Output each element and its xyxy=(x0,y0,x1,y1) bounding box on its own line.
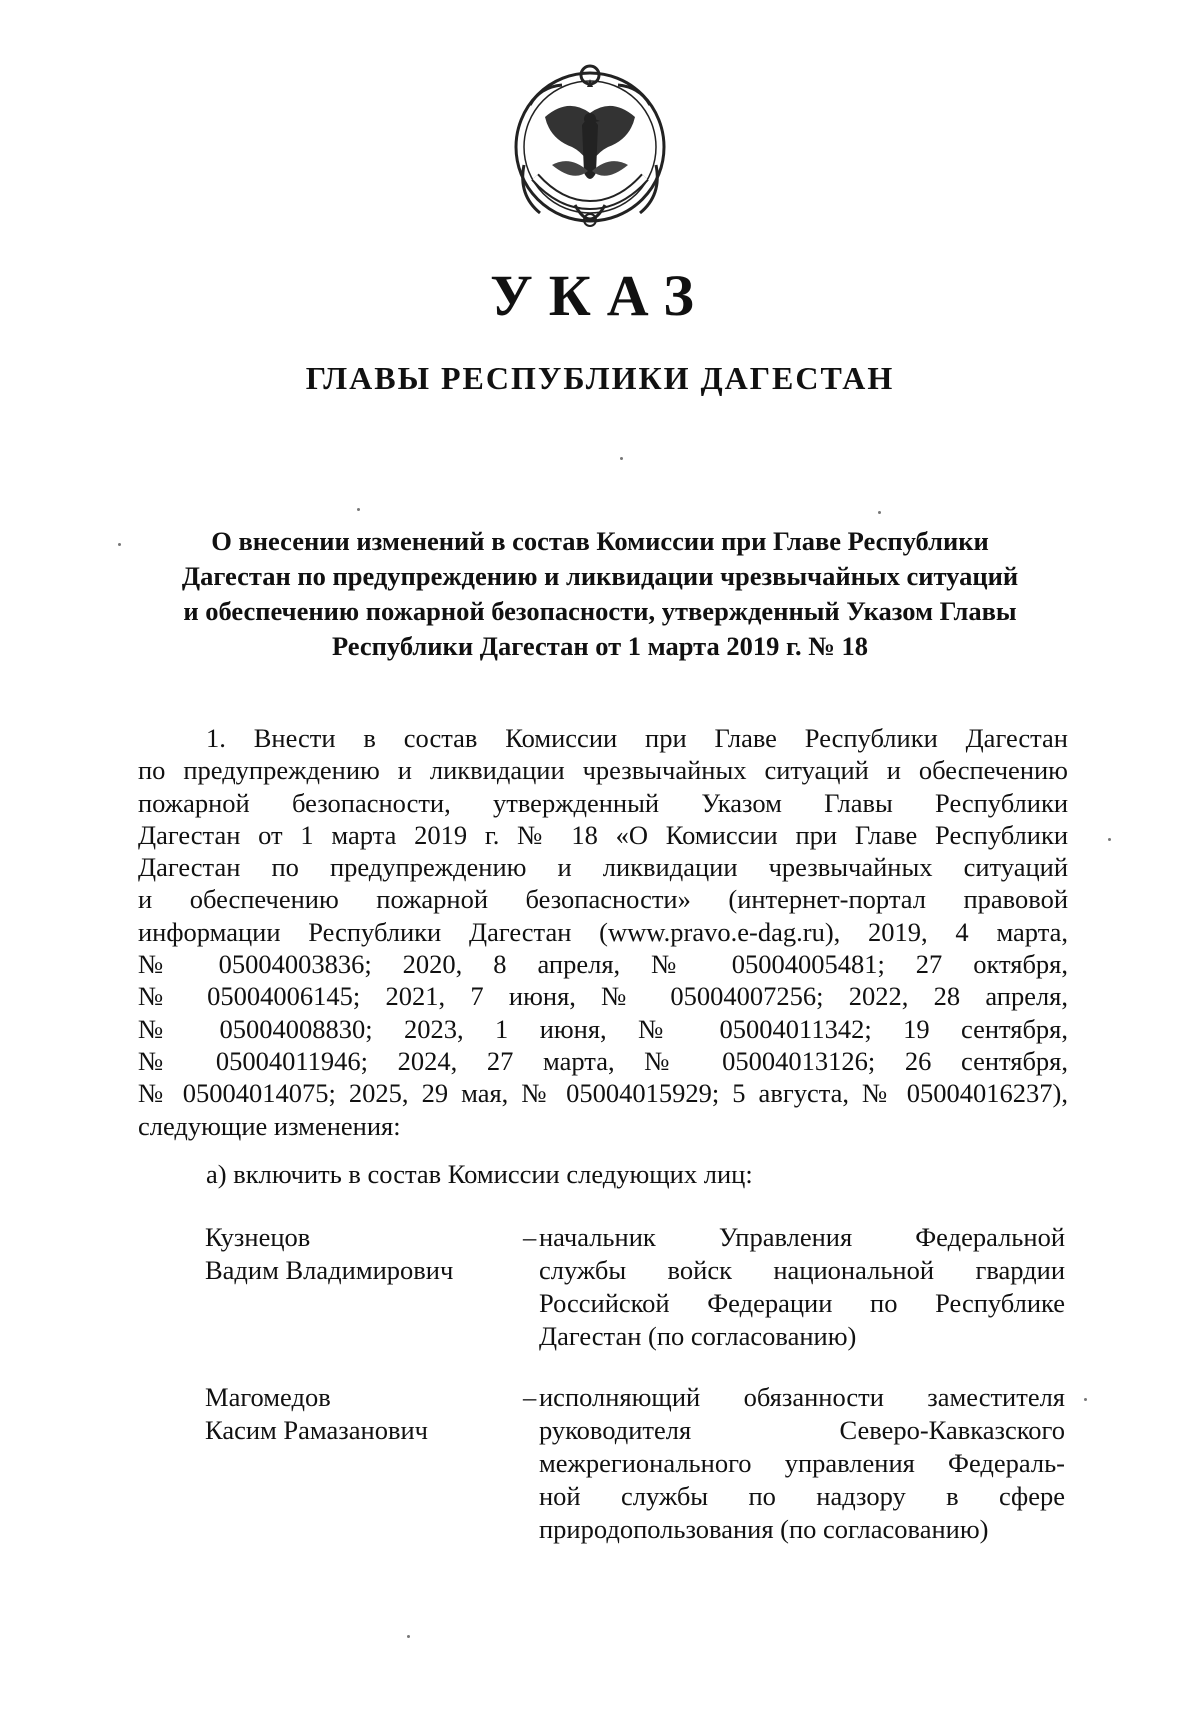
position-line: межрегионального управления Федераль- xyxy=(539,1448,1065,1478)
decree-title: УКАЗ xyxy=(490,263,710,328)
scan-speck xyxy=(407,1635,410,1638)
member-name xyxy=(205,1221,505,1287)
position-line: природопользования (по согласованию) xyxy=(539,1514,989,1544)
item-a-intro: а) включить в состав Комиссии следующих лиц: xyxy=(206,1159,753,1189)
paragraph-line: № 05004006145; 2021, 7 июня, № 05004007256; 2022, 28 апреля, xyxy=(138,981,1068,1012)
paragraph-line: № 05004011946; 2024, 27 марта, № 05004013126; 26 сентября, xyxy=(138,1045,1068,1076)
member-given-names: Вадим Владимирович xyxy=(205,1255,454,1285)
member-surname: Кузнецов xyxy=(205,1222,311,1252)
paragraph-line: Дагестан от 1 марта 2019 г. № 18 «О Комиссии при Главе Республики xyxy=(138,819,1068,850)
heading-line: Республики Дагестан от 1 марта 2019 г. № 18 xyxy=(331,631,869,661)
heading-line: и обеспечению пожарной безопасности, утвержденный Указом Главы xyxy=(183,596,1017,626)
position-line: ной службы по надзору в сфере xyxy=(539,1481,1065,1511)
paragraph-line: следующие изменения: xyxy=(138,1110,401,1141)
paragraph-line: 1. Внести в состав Комиссии при Главе Республики Дагестан xyxy=(206,723,1068,753)
paragraph-line: по предупреждению и ликвидации чрезвычайных ситуаций и обеспечению xyxy=(138,755,1068,786)
position-line: исполняющий обязанности заместителя xyxy=(539,1382,1065,1412)
member-given-names: Касим Рамазанович xyxy=(205,1415,428,1445)
position-line: начальник Управления Федеральной xyxy=(539,1222,1065,1252)
position-line: Российской Федерации по Республике xyxy=(539,1288,1065,1318)
member-position xyxy=(539,1381,1065,1546)
dash-separator: – xyxy=(523,1382,537,1412)
member-surname: Магомедов xyxy=(205,1382,331,1412)
scan-speck xyxy=(1108,838,1111,841)
decree-heading xyxy=(140,524,1060,664)
paragraph-1 xyxy=(138,722,1068,1142)
scan-speck xyxy=(620,457,623,460)
paragraph-line: информации Республики Дагестан (www.pravo.e-dag.ru), 2019, 4 марта, xyxy=(138,916,1068,947)
paragraph-line: Дагестан по предупреждению и ликвидации чрезвычайных ситуаций xyxy=(138,852,1068,883)
heading-line: О внесении изменений в состав Комиссии при Главе Республики xyxy=(211,526,989,556)
paragraph-line: № 05004008830; 2023, 1 июня, № 05004011342; 19 сентября, xyxy=(138,1013,1068,1044)
paragraph-line: № 05004014075; 2025, 29 мая, № 05004015929; 5 августа, № 05004016237), xyxy=(138,1078,1068,1109)
scan-speck xyxy=(357,508,360,511)
member-name xyxy=(205,1381,505,1447)
commission-member xyxy=(205,1221,1065,1361)
member-position xyxy=(539,1221,1065,1353)
paragraph-line: и обеспечению пожарной безопасности» (интернет-портал правовой xyxy=(138,884,1068,915)
dagestan-coat-of-arms-icon xyxy=(490,55,690,245)
commission-member xyxy=(205,1381,1065,1561)
decree-issuer: ГЛАВЫ РЕСПУБЛИКИ ДАГЕСТАН xyxy=(305,360,895,396)
scan-speck xyxy=(118,543,121,546)
heading-line: Дагестан по предупреждению и ликвидации чрезвычайных ситуаций xyxy=(181,561,1019,591)
scan-speck xyxy=(878,511,881,514)
scan-speck xyxy=(1084,1398,1087,1401)
dash-separator: – xyxy=(523,1222,537,1252)
position-line: службы войск национальной гвардии xyxy=(539,1255,1065,1285)
paragraph-line: пожарной безопасности, утвержденный Указом Главы Республики xyxy=(138,787,1068,818)
paragraph-line: № 05004003836; 2020, 8 апреля, № 05004005481; 27 октября, xyxy=(138,949,1068,980)
position-line: руководителя Северо-Кавказского xyxy=(539,1415,1065,1445)
position-line: Дагестан (по согласованию) xyxy=(539,1321,857,1351)
